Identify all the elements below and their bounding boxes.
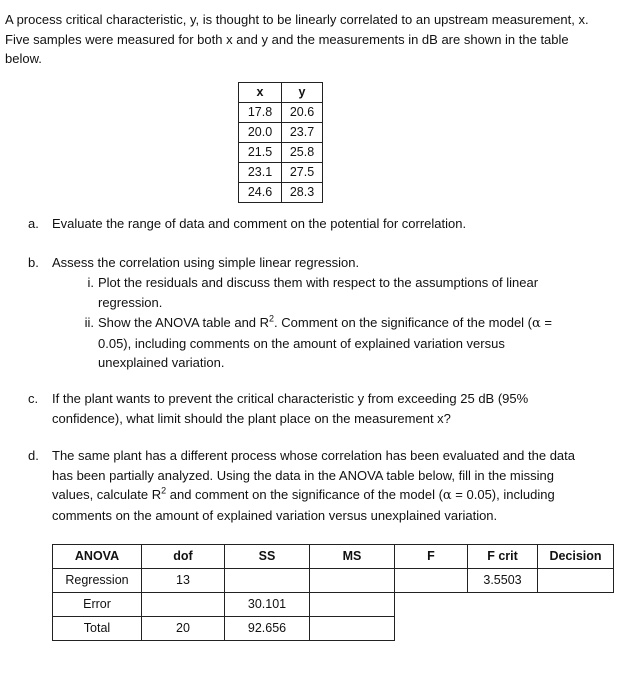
table-row xyxy=(53,593,614,617)
anova-ss-cell: 30.101 xyxy=(225,593,310,617)
x-value: 21.5 xyxy=(239,143,282,163)
anova-source-regression: Regression xyxy=(53,569,142,593)
question-b-i-marker: i. xyxy=(87,275,94,290)
question-c-marker: c. xyxy=(28,391,39,406)
table-row xyxy=(53,617,614,641)
anova-dof-cell: 13 xyxy=(142,569,225,593)
anova-empty-cell xyxy=(395,617,468,641)
anova-dof-cell: 20 xyxy=(142,617,225,641)
anova-header-ms: MS xyxy=(310,545,395,569)
x-value: 23.1 xyxy=(239,163,282,183)
anova-fcrit-cell: 3.5503 xyxy=(468,569,538,593)
anova-header-ss: SS xyxy=(225,545,310,569)
d-text-mid: and comment on the significance of the model ( xyxy=(166,487,443,502)
anova-ms-cell xyxy=(310,617,395,641)
table-row xyxy=(239,183,323,203)
anova-source-total: Total xyxy=(53,617,142,641)
anova-header-dof: dof xyxy=(142,545,225,569)
anova-header-source: ANOVA xyxy=(53,545,142,569)
question-b-i-text: Plot the residuals and discuss them with respect to the assumptions of linear regression. xyxy=(98,275,539,310)
anova-table xyxy=(52,544,614,641)
question-c-text: If the plant wants to prevent the critical characteristic y from exceeding 25 dB (95% confidence), what limit should the plant place on the measurement x? xyxy=(52,391,529,426)
anova-ss-cell xyxy=(225,569,310,593)
b-ii-text-end: = 0.05), including comments on the amount of explained variation versus unexplained variation. xyxy=(98,315,553,370)
d-text-before: The same plant has a different process whose correlation has been evaluated and the data has been partially analyzed. Using the data in the ANOVA table below, fill in the missing values, calculate R xyxy=(52,448,575,502)
table-row xyxy=(239,123,323,143)
y-value: 27.5 xyxy=(282,163,323,183)
anova-ss-cell: 92.656 xyxy=(225,617,310,641)
alpha-symbol: α xyxy=(532,316,541,331)
x-value: 20.0 xyxy=(239,123,282,143)
anova-decision-cell xyxy=(538,569,614,593)
question-b-ii-marker: ii. xyxy=(84,315,94,330)
b-ii-text-after: . Comment on the significance of the model ( xyxy=(274,315,533,330)
y-value: 20.6 xyxy=(282,103,323,123)
table-row xyxy=(53,569,614,593)
anova-empty-cell xyxy=(468,617,538,641)
b-ii-text-before: Show the ANOVA table and R xyxy=(98,315,270,330)
xy-data-table xyxy=(238,82,323,203)
anova-empty-cell xyxy=(538,617,614,641)
table-header-row xyxy=(239,83,323,103)
question-d-marker: d. xyxy=(28,448,39,463)
alpha-symbol: α xyxy=(442,488,452,503)
y-column-header: y xyxy=(282,83,323,103)
anova-f-cell xyxy=(395,569,468,593)
anova-empty-cell xyxy=(468,593,538,617)
question-b-ii-text xyxy=(98,313,568,373)
anova-source-error: Error xyxy=(53,593,142,617)
anova-header-f: F xyxy=(395,545,468,569)
question-b-marker: b. xyxy=(28,255,39,270)
y-value: 25.8 xyxy=(282,143,323,163)
table-row xyxy=(239,163,323,183)
anova-header-decision: Decision xyxy=(538,545,614,569)
anova-empty-cell xyxy=(538,593,614,617)
question-a-marker: a. xyxy=(28,216,39,231)
x-value: 17.8 xyxy=(239,103,282,123)
r-squared-sup: 2 xyxy=(269,313,275,324)
anova-ms-cell xyxy=(310,569,395,593)
anova-ms-cell xyxy=(310,593,395,617)
y-value: 28.3 xyxy=(282,183,323,203)
y-value: 23.7 xyxy=(282,123,323,143)
anova-header-row xyxy=(53,545,614,569)
question-d-text xyxy=(52,446,592,525)
question-b-text: Assess the correlation using simple linear regression. xyxy=(52,255,360,270)
problem-intro: A process critical characteristic, y, is thought to be linearly correlated to an upstream measurement, x. Five samples were measured for both x and y and the measurements in dB are shown in the table below. xyxy=(5,12,589,66)
x-column-header: x xyxy=(239,83,282,103)
table-row xyxy=(239,103,323,123)
anova-dof-cell xyxy=(142,593,225,617)
d-text-end: = 0.05), including comments on the amount of explained variation versus unexplained variation. xyxy=(52,487,555,523)
anova-header-fcrit: F crit xyxy=(468,545,538,569)
table-row xyxy=(239,143,323,163)
question-a-text: Evaluate the range of data and comment on the potential for correlation. xyxy=(52,216,467,231)
x-value: 24.6 xyxy=(239,183,282,203)
anova-empty-cell xyxy=(395,593,468,617)
r-squared-sup: 2 xyxy=(161,485,167,496)
